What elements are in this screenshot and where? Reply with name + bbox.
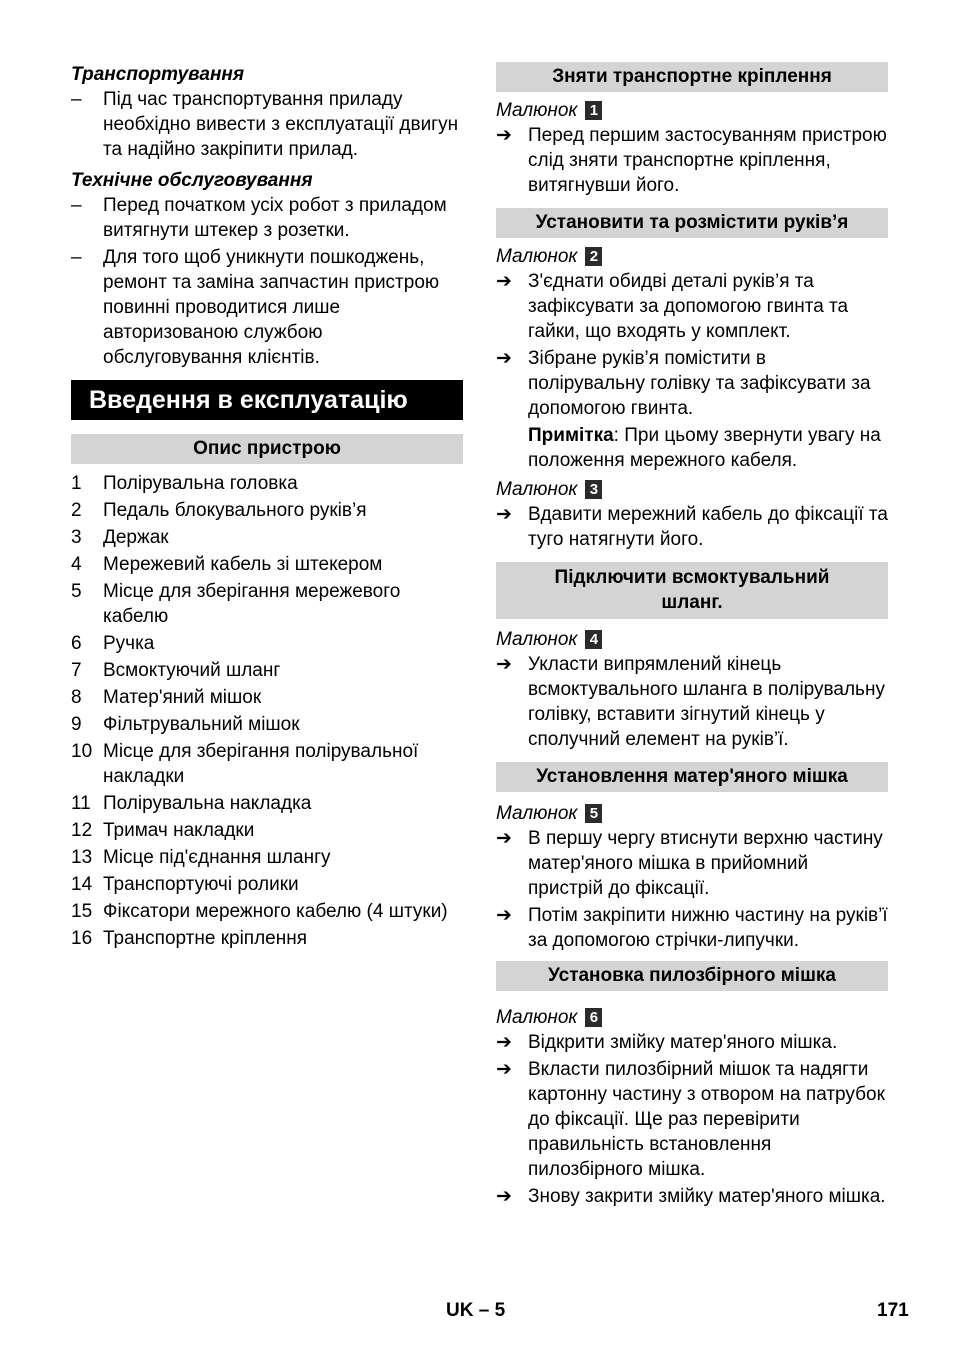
list-item: 2 Педаль блокувального руків’я xyxy=(71,500,367,521)
arrow-icon: ➔ xyxy=(496,905,512,926)
list-item: ➔ Знову закрити змійку матер'яного мішка. xyxy=(496,1186,886,1207)
arrow-icon: ➔ xyxy=(496,125,512,146)
list-item: ➔ В першу чергу втиснути верхню частину матер'яного мішка в прийомний пристрій до фіксації. xyxy=(496,828,883,899)
figure-ref: Малюнок 2 xyxy=(496,244,888,269)
list-item: – Перед початком усіх робот з приладом витягнути штекер з розетки. xyxy=(71,195,447,241)
list-item: 4 Мережевий кабель зі штекером xyxy=(71,554,383,575)
section-title-dust-bag: Установка пилозбірного мішка xyxy=(496,961,888,991)
list-item: 6 Ручка xyxy=(71,633,155,654)
list-item: ➔ Вкласти пилозбірний мішок та надягти картонну частину з отвором на патрубок до фіксації. Ще раз перевірити правильність встановлення пилозбірного мішка. xyxy=(496,1059,885,1180)
list-item: ➔ Потім закріпити нижню частину на руків’ї за допомогою стрічки-липучки. xyxy=(496,905,888,951)
list-item: 16 Транспортне кріплення xyxy=(71,928,308,949)
arrow-icon: ➔ xyxy=(496,271,512,292)
list-item: 13 Місце під'єднання шлангу xyxy=(71,847,331,868)
note: Примітка: При цьому звернути увагу на положення мережного кабеля. xyxy=(528,425,881,471)
section-title-transport-lock: Зняти транспортне кріплення xyxy=(496,62,888,92)
note-label: Примітка xyxy=(528,425,614,446)
list-item: 5 Місце для зберігання мережевого кабелю xyxy=(71,581,401,627)
list-item: 15 Фіксатори мережного кабелю (4 штуки) xyxy=(71,901,448,922)
section-title-handle: Установити та розмістити руків’я xyxy=(496,208,888,238)
list-item: ➔ Зібране руків’я помістити в полірувальну голівку та зафіксувати за допомогою гвинта. xyxy=(496,348,871,419)
footer-language-page: UK – 5 xyxy=(446,1300,506,1321)
list-item: ➔ Укласти випрямлений кінець всмоктувального шланга в полірувальну голівку, вставити зігнутий кінець у сполучний елемент на руків’ї. xyxy=(496,654,885,750)
list-item: 12 Тримач накладки xyxy=(71,820,255,841)
figure-ref: Малюнок 5 xyxy=(496,801,888,826)
figure-number-icon: 3 xyxy=(585,480,602,499)
left-column xyxy=(71,62,463,953)
section-title-description: Опис пристрою xyxy=(71,434,463,464)
list-item: 10 Місце для зберігання полірувальної накладки xyxy=(71,741,419,787)
figure-number-icon: 4 xyxy=(585,630,602,649)
list-item: 1 Полірувальна головка xyxy=(71,473,298,494)
figure-ref: Малюнок 4 xyxy=(496,627,888,652)
maintenance-heading: Технічне обслуговування xyxy=(71,170,313,191)
figure-number-icon: 5 xyxy=(585,804,602,823)
list-item: 3 Держак xyxy=(71,527,169,548)
figure-number-icon: 1 xyxy=(585,101,602,120)
list-item: 7 Всмоктуючий шланг xyxy=(71,660,281,681)
section-title-hose: Підключити всмоктувальний шланг. xyxy=(496,562,888,619)
figure-ref: Малюнок 1 xyxy=(496,98,888,123)
list-item: 14 Транспортуючі ролики xyxy=(71,874,299,895)
arrow-icon: ➔ xyxy=(496,654,512,675)
parts-list xyxy=(71,471,463,951)
dash-mark: – xyxy=(71,247,82,268)
arrow-icon: ➔ xyxy=(496,828,512,849)
dash-mark: – xyxy=(71,89,82,110)
list-item: 9 Фільтрувальний мішок xyxy=(71,714,300,735)
footer-page-number: 171 xyxy=(877,1300,909,1321)
figure-number-icon: 6 xyxy=(585,1008,602,1027)
transport-heading: Транспортування xyxy=(71,64,245,85)
list-item: ➔ Відкрити змійку матер'яного мішка. xyxy=(496,1032,838,1053)
list-item: – Під час транспортування приладу необхідно вивести з експлуатації двигун та надійно закріпити прилад. xyxy=(71,89,459,160)
list-item: 8 Матер'яний мішок xyxy=(71,687,262,708)
arrow-icon: ➔ xyxy=(496,348,512,369)
arrow-icon: ➔ xyxy=(496,504,512,525)
right-column xyxy=(496,62,888,1211)
list-item: ➔ Перед першим застосуванням пристрою слід зняти транспортне кріплення, витягнувши його. xyxy=(496,125,887,196)
arrow-icon: ➔ xyxy=(496,1059,512,1080)
list-item: ➔ Вдавити мережний кабель до фіксації та туго натягнути його. xyxy=(496,504,888,550)
arrow-icon: ➔ xyxy=(496,1186,512,1207)
dash-mark: – xyxy=(71,195,82,216)
chapter-title: Введення в експлуатацію xyxy=(71,380,463,420)
figure-ref: Малюнок 3 xyxy=(496,477,888,502)
list-item: – Для того щоб уникнути пошкоджень, ремонт та заміна запчастин пристрою повинні проводитися лише авторизованою службою обслуговування клієнтів. xyxy=(71,247,440,368)
list-item: 11 Полірувальна накладка xyxy=(71,793,312,814)
arrow-icon: ➔ xyxy=(496,1032,512,1053)
list-item: ➔ З'єднати обидві деталі руків’я та зафіксувати за допомогою гвинта та гайки, що входять у комплект. xyxy=(496,271,849,342)
figure-number-icon: 2 xyxy=(585,247,602,266)
figure-ref: Малюнок 6 xyxy=(496,1005,888,1030)
section-title-cloth-bag: Установлення матер'яного мішка xyxy=(496,762,888,792)
